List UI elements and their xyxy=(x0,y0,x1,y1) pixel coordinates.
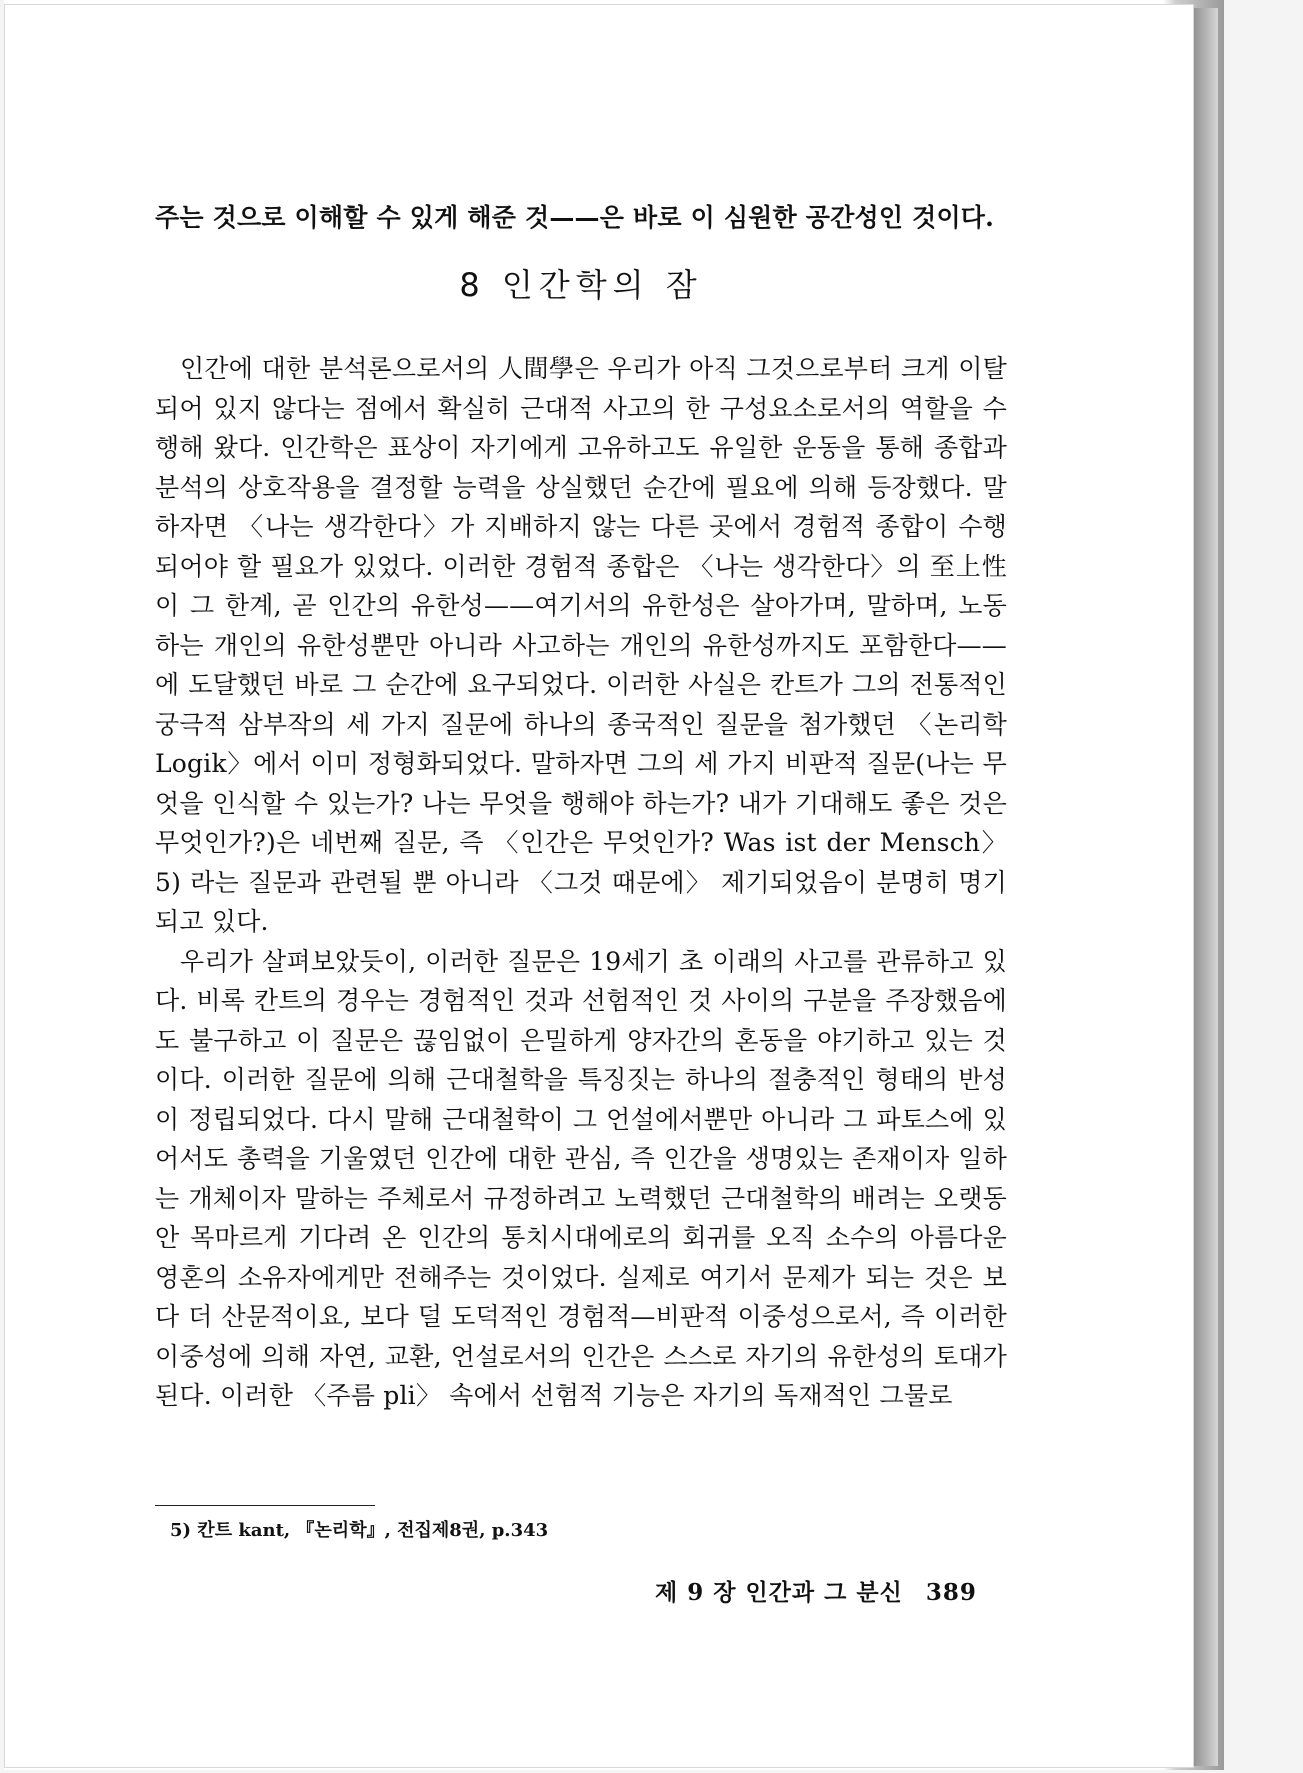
section-title: 8 인간학의 잠 xyxy=(459,265,703,304)
lead-paragraph: 주는 것으로 이해할 수 있게 해준 것——은 바로 이 심원한 공간성인 것이다. xyxy=(155,203,995,232)
body-paragraph-2: 우리가 살펴보았듯이, 이러한 질문은 19세기 초 이래의 사고를 관류하고 있다. 비록 칸트의 경우는 경험적인 것과 선험적인 것 사이의 구분을 주장했음에도 불구하고 이 질문은 끊임없이 은밀하게 양자간의 혼동을 야기하고 있는 것이다. 이러한 질문에 의해 근대철학을 특징짓는 하나의 절충적인 형태의 반성이 정립되었다. 다시 말해 근대철학이 그 언설에서뿐만 아니라 그 파토스에 있어서도 총력을 기울였던 인간에 대한 관심, 즉 인간을 생명있는 존재이자 일하는 개체이자 말하는 주체로서 규정하려고 노력했던 근대철학의 배려는 오랫동안 목마르게 기다려 온 인간의 통치시대에로의 회귀를 오직 소수의 아름다운 영혼의 소유자에게만 전해주는 것이었다. 실제로 여기서 문제가 되는 것은 보다 더 산문적이요, 보다 덜 도덕적인 경험적—비판적 이중성으로서, 즉 이러한 이중성에 의해 자연, 교환, 언설로서의 인간은 스스로 자기의 유한성의 토대가 된다. 이러한 〈주름 pli〉 속에서 선험적 기능은 자기의 독재적인 그물로 xyxy=(155,946,1007,1410)
chapter-title: 제 9 장 인간과 그 분신 xyxy=(655,1579,903,1606)
page-edge xyxy=(1192,8,1218,1766)
lead-text-block xyxy=(155,198,1007,238)
running-footer xyxy=(655,1574,977,1607)
footnote-divider xyxy=(155,1505,375,1506)
footnote: 5) 칸트 kant, 『논리학』, 전집제8권, p.343 xyxy=(170,1520,549,1541)
page-number: 389 xyxy=(925,1579,977,1606)
body-paragraph-1: 인간에 대한 분석론으로서의 人間學은 우리가 아직 그것으로부터 크게 이탈되어 있지 않다는 점에서 확실히 근대적 사고의 한 구성요소로서의 역할을 수행해 왔다. 인간학은 표상이 자기에게 고유하고도 유일한 운동을 통해 종합과 분석의 상호작용을 결정할 능력을 상실했던 순간에 필요에 의해 등장했다. 말하자면 〈나는 생각한다〉가 지배하지 않는 다른 곳에서 경험적 종합이 수행되어야 할 필요가 있었다. 이러한 경험적 종합은 〈나는 생각한다〉의 至上性이 그 한계, 곧 인간의 유한성——여기서의 유한성은 살아가며, 말하며, 노동하는 개인의 유한성뿐만 아니라 사고하는 개인의 유한성까지도 포함한다——에 도달했던 바로 그 순간에 요구되었다. 이러한 사실은 칸트가 그의 전통적인 궁극적 삼부작의 세 가지 질문에 하나의 종국적인 질문을 첨가했던 〈논리학 Logik〉에서 이미 정형화되었다. 말하자면 그의 세 가지 비판적 질문(나는 무엇을 인식할 수 있는가? 나는 무엇을 행해야 하는가? 내가 기대해도 좋은 것은 무엇인가?)은 네번째 질문, 즉 〈인간은 무엇인가? Was ist der Mensch〉5) 라는 질문과 관련될 뿐 아니라 〈그것 때문에〉 제기되었음이 분명히 명기되고 있다. xyxy=(155,354,1007,936)
page-body xyxy=(155,198,1007,1416)
